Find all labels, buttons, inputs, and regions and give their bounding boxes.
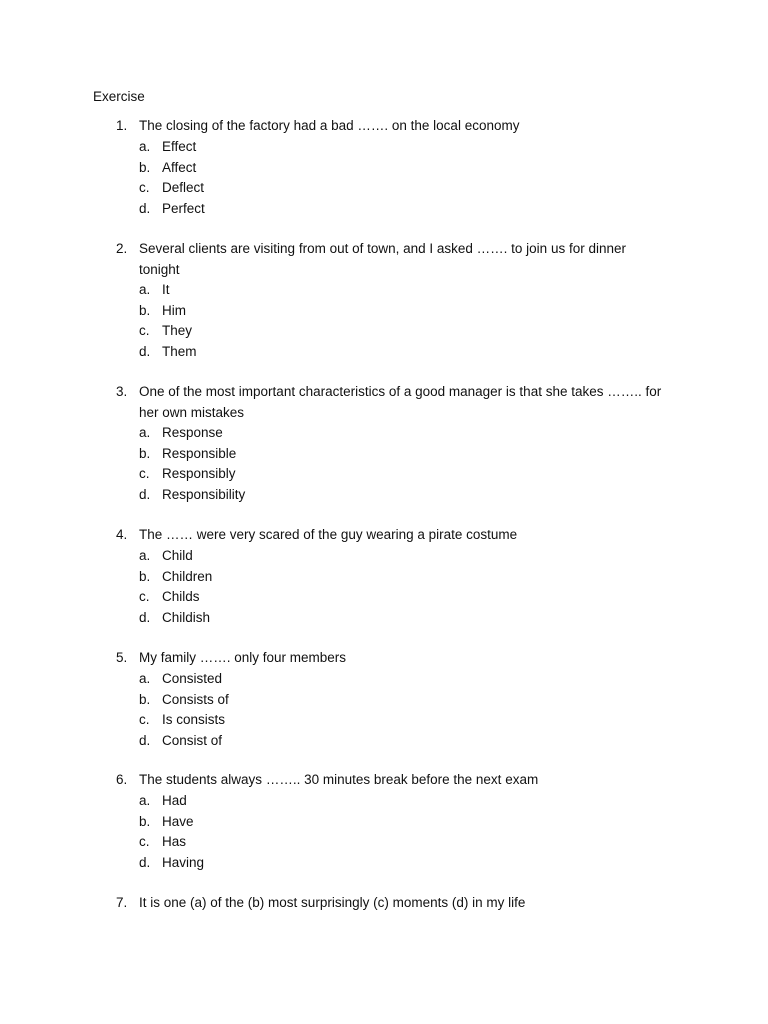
option-b (0, 690, 768, 711)
option-letter: b. (139, 568, 151, 584)
question-number: 1. (116, 118, 128, 133)
option-letter: b. (139, 302, 151, 318)
option-a (0, 791, 768, 812)
option-d (0, 342, 768, 363)
option-text: It (162, 282, 170, 297)
option-d (0, 731, 768, 752)
option-a (0, 546, 768, 567)
option-letter: a. (139, 282, 151, 297)
question-number: 5. (116, 650, 128, 665)
option-text: Responsibly (162, 466, 236, 481)
option-d (0, 608, 768, 629)
option-c (0, 710, 768, 731)
option-letter: b. (139, 445, 151, 461)
option-letter: c. (139, 323, 150, 338)
question-text: The closing of the factory had a bad ……. on the local economy (139, 118, 520, 133)
option-text: Perfect (162, 200, 205, 216)
option-c (0, 464, 768, 485)
option-letter: c. (139, 180, 150, 195)
option-text: Consists of (162, 691, 229, 707)
option-text: Effect (162, 139, 197, 154)
question-text: One of the most important characteristics of a good manager is that she takes …….. for her own mistakes (139, 384, 662, 420)
option-letter: b. (139, 813, 151, 829)
option-text: Child (162, 548, 193, 563)
option-d (0, 853, 768, 874)
option-text: Consist of (162, 732, 223, 748)
option-text: Them (162, 343, 197, 359)
option-text: Is consists (162, 712, 226, 727)
question-text: It is one (a) of the (b) most surprisingly (c) moments (d) in my life (139, 895, 526, 910)
option-c (0, 587, 768, 608)
option-letter: c. (139, 834, 150, 849)
option-text: Children (162, 568, 213, 584)
option-letter: b. (139, 691, 151, 707)
option-text: Childish (162, 609, 211, 625)
option-a (0, 669, 768, 690)
option-text: Him (162, 302, 186, 318)
page-title: Exercise (93, 89, 145, 104)
question-number: 7. (116, 895, 128, 910)
option-letter: a. (139, 548, 151, 563)
option-letter: a. (139, 139, 151, 154)
option-letter: d. (139, 732, 151, 748)
option-letter: a. (139, 793, 151, 808)
option-text: Has (162, 834, 187, 849)
option-b (0, 812, 768, 833)
question-text: The students always …….. 30 minutes break before the next exam (139, 772, 539, 787)
option-text: Have (162, 813, 194, 829)
option-letter: a. (139, 425, 151, 440)
question-number: 6. (116, 772, 128, 787)
question-text: My family ……. only four members (139, 650, 347, 665)
option-text: Responsible (162, 445, 237, 461)
option-d (0, 485, 768, 506)
option-text: Deflect (162, 180, 205, 195)
option-letter: d. (139, 200, 151, 216)
option-text: They (162, 323, 193, 338)
option-b (0, 567, 768, 588)
question-text: The …… were very scared of the guy wearing a pirate costume (139, 527, 518, 542)
question-number: 3. (116, 384, 128, 399)
option-b (0, 444, 768, 465)
option-a (0, 280, 768, 301)
option-letter: d. (139, 343, 151, 359)
option-letter: d. (139, 486, 151, 502)
option-letter: c. (139, 712, 150, 727)
option-text: Affect (162, 159, 197, 175)
option-a (0, 423, 768, 444)
option-text: Had (162, 793, 187, 808)
option-c (0, 832, 768, 853)
option-text: Having (162, 854, 205, 870)
option-letter: c. (139, 589, 150, 604)
option-letter: b. (139, 159, 151, 175)
option-b (0, 158, 768, 179)
option-a (0, 137, 768, 158)
option-letter: c. (139, 466, 150, 481)
option-d (0, 199, 768, 220)
question-number: 4. (116, 527, 128, 542)
option-c (0, 178, 768, 199)
option-letter: d. (139, 609, 151, 625)
option-letter: a. (139, 671, 151, 686)
option-letter: d. (139, 854, 151, 870)
question-text: Several clients are visiting from out of town, and I asked ……. to join us for dinner tonight (139, 241, 626, 277)
question-number: 2. (116, 241, 128, 256)
option-text: Response (162, 425, 223, 440)
option-text: Responsibility (162, 486, 246, 502)
option-text: Childs (162, 589, 200, 604)
option-c (0, 321, 768, 342)
option-text: Consisted (162, 671, 223, 686)
option-b (0, 301, 768, 322)
